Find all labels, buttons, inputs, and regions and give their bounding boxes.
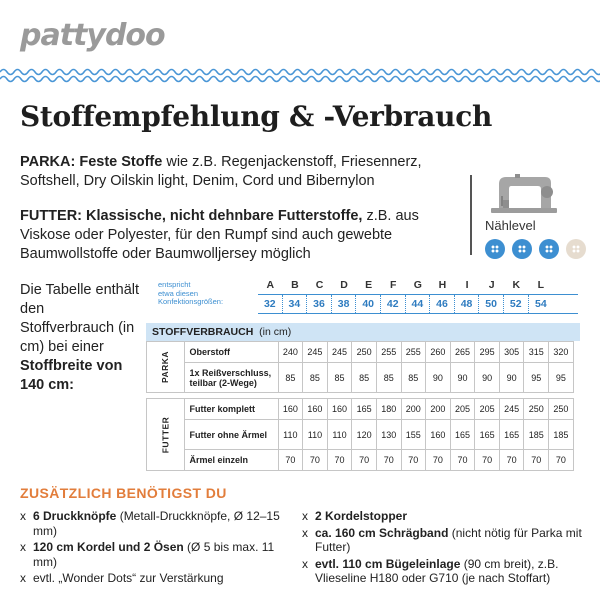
extras-item: x evtl. „Wonder Dots“ zur Verstärkung: [20, 571, 224, 585]
table-cell: 205: [475, 399, 500, 420]
table-cell: 200: [401, 399, 426, 420]
table-cell: 70: [352, 450, 377, 471]
table-cell: 315: [524, 342, 549, 363]
table-cell: 165: [499, 420, 524, 450]
table-cell: 90: [475, 363, 500, 393]
table-row: [147, 363, 574, 393]
sewing-level-label: Nählevel: [485, 218, 536, 233]
table-cell: 85: [352, 363, 377, 393]
size-number: 32: [258, 295, 283, 313]
sewing-machine-icon: [485, 172, 563, 214]
table-cell: 165: [475, 420, 500, 450]
table-cell: 260: [426, 342, 451, 363]
futter-fabric-text: FUTTER: Klassische, nicht dehnbare Futterstoffe, z.B. aus Viskose oder Polyester, für den Rumpf sind auch gewebte Baumwollstoffe oder Baumwolljersey möglich: [20, 208, 419, 262]
table-cell: 85: [278, 363, 303, 393]
table-cell: 200: [426, 399, 451, 420]
extras-title: ZUSÄTZLICH BENÖTIGST DU: [20, 485, 227, 501]
table-cell: 70: [278, 450, 303, 471]
size-number: 42: [381, 295, 406, 313]
size-number: 44: [406, 295, 431, 313]
table-row: [147, 399, 574, 420]
size-number: 38: [332, 295, 357, 313]
level-button-icon: [566, 239, 586, 259]
size-number: 46: [430, 295, 455, 313]
row-label: Futter komplett: [184, 399, 278, 420]
parka-fabric-text: PARKA: Feste Stoffe wie z.B. Regenjackenstoff, Friesennerz, Softshell, Dry Oilskin light, Denim, Cord und Bibernylon: [20, 154, 422, 189]
size-number: 52: [504, 295, 529, 313]
size-number: 54: [534, 298, 547, 310]
table-cell: 165: [450, 420, 475, 450]
logo[interactable]: pattydoo: [20, 18, 165, 53]
table-cell: 85: [376, 363, 401, 393]
table-cell: 250: [352, 342, 377, 363]
table-cell: 110: [278, 420, 303, 450]
row-label: Ärmel einzeln: [184, 450, 278, 471]
table-cell: 185: [549, 420, 574, 450]
size-letter: E: [365, 279, 373, 291]
size-letter: C: [315, 279, 324, 291]
table-cell: 130: [376, 420, 401, 450]
row-label: 1x Reißverschluss, teilbar (2-Wege): [184, 363, 278, 393]
table-cell: 245: [327, 342, 352, 363]
size-letter: B: [291, 279, 299, 291]
page-title: Stoffempfehlung & -Verbrauch: [20, 100, 493, 133]
table-cell: 250: [549, 399, 574, 420]
vertical-divider: [470, 175, 472, 255]
size-header-label: entspricht etwa diesen Konfektionsgrößen:: [158, 280, 224, 306]
table-cell: 70: [475, 450, 500, 471]
extras-item: x evtl. 110 cm Bügeleinlage (90 cm breit), z.B. Vlieseline H180 oder G710 (je nach Stoffart): [302, 556, 559, 585]
level-button-icon: [539, 239, 559, 259]
table-cell: 155: [401, 420, 426, 450]
size-number: 34: [283, 295, 308, 313]
group-label: FUTTER: [147, 399, 185, 471]
row-label: Oberstoff: [184, 342, 278, 363]
table-cell: 265: [450, 342, 475, 363]
table-row: [147, 342, 574, 363]
table-cell: 95: [549, 363, 574, 393]
extras-item: x 2 Kordelstopper: [302, 509, 408, 523]
table-cell: 70: [499, 450, 524, 471]
table-cell: 180: [376, 399, 401, 420]
table-cell: 90: [499, 363, 524, 393]
table-cell: 160: [303, 399, 328, 420]
size-letter: A: [266, 279, 275, 291]
table-cell: 70: [303, 450, 328, 471]
table-cell: 295: [475, 342, 500, 363]
level-button-icon: [485, 239, 505, 259]
bullet-x: x: [20, 540, 26, 554]
table-cell: 110: [303, 420, 328, 450]
table-cell: 85: [401, 363, 426, 393]
table-cell: 85: [303, 363, 328, 393]
table-cell: 85: [327, 363, 352, 393]
table-row: [147, 420, 574, 450]
table-cell: 160: [278, 399, 303, 420]
table-row: [147, 450, 574, 471]
size-number: 50: [479, 295, 504, 313]
size-letter: I: [465, 279, 469, 291]
table-cell: 165: [352, 399, 377, 420]
table-cell: 245: [303, 342, 328, 363]
table-cell: 305: [499, 342, 524, 363]
wave-divider: [0, 64, 600, 88]
bullet-x: x: [302, 556, 308, 571]
table-cell: 70: [524, 450, 549, 471]
size-letter: L: [537, 279, 545, 291]
table-cell: 70: [426, 450, 451, 471]
table-cell: 70: [327, 450, 352, 471]
size-number: 36: [307, 295, 332, 313]
bullet-x: x: [302, 509, 308, 523]
table-cell: 250: [524, 399, 549, 420]
size-letter: F: [390, 279, 397, 291]
size-numbers: [258, 294, 578, 314]
size-letter: J: [488, 279, 495, 291]
extras-list-left: [20, 509, 290, 588]
size-letters: [258, 279, 553, 293]
table-cell: 160: [327, 399, 352, 420]
table-cell: 160: [426, 420, 451, 450]
table-note: Die Tabelle enthält den Stoffverbrauch (in cm) bei einer Stoffbreite von 140 cm:: [20, 282, 140, 393]
table-cell: 70: [450, 450, 475, 471]
group-label: PARKA: [147, 342, 185, 393]
table-cell: 205: [450, 399, 475, 420]
row-label: Futter ohne Ärmel: [184, 420, 278, 450]
table-cell: 320: [549, 342, 574, 363]
extras-item: x 120 cm Kordel und 2 Ösen (Ø 5 bis max. 11 mm): [20, 540, 275, 569]
table-cell: 70: [376, 450, 401, 471]
table-cell: 90: [450, 363, 475, 393]
level-button-icon: [512, 239, 532, 259]
size-letter: G: [413, 279, 422, 291]
size-letter: H: [438, 279, 447, 291]
bullet-x: x: [20, 509, 26, 523]
table-cell: 255: [401, 342, 426, 363]
size-number: 48: [455, 295, 480, 313]
table-cell: 120: [352, 420, 377, 450]
fabric-consumption-table: [146, 341, 574, 471]
bullet-x: x: [302, 525, 308, 540]
table-cell: 255: [376, 342, 401, 363]
bullet-x: x: [20, 571, 26, 585]
table-header-bar: STOFFVERBRAUCH (in cm): [146, 323, 580, 341]
table-cell: 70: [401, 450, 426, 471]
extras-list-right: [302, 509, 587, 588]
size-letter: D: [340, 279, 348, 291]
extras-item: x 6 Druckknöpfe (Metall-Druckknöpfe, Ø 12–15 mm): [20, 509, 280, 538]
sewing-level-rating: [485, 239, 586, 259]
extras-item: x ca. 160 cm Schrägband (nicht nötig für Parka mit Futter): [302, 525, 582, 554]
table-cell: 95: [524, 363, 549, 393]
table-cell: 70: [549, 450, 574, 471]
size-number: 40: [356, 295, 381, 313]
table-cell: 90: [426, 363, 451, 393]
table-cell: 240: [278, 342, 303, 363]
table-cell: 185: [524, 420, 549, 450]
table-cell: 110: [327, 420, 352, 450]
table-cell: 245: [499, 399, 524, 420]
size-letter: K: [512, 279, 521, 291]
